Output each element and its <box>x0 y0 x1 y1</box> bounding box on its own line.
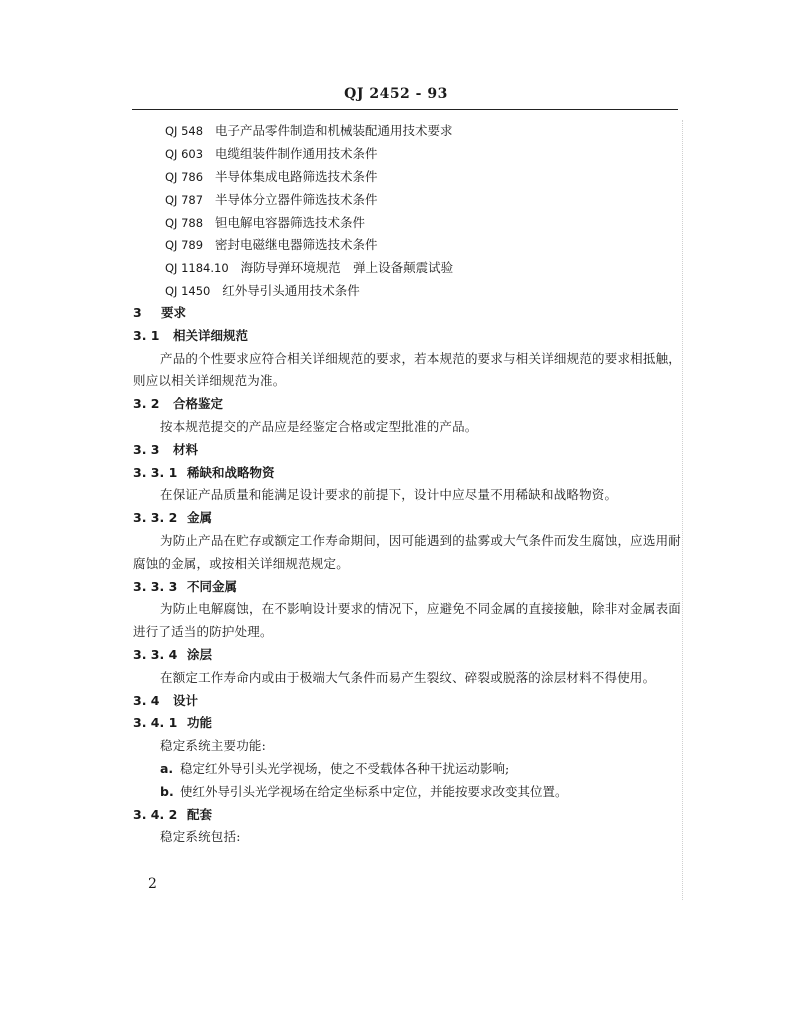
section-number: 3. 4 <box>133 692 160 708</box>
section-heading <box>133 462 681 485</box>
section-title: 设计 <box>173 692 199 708</box>
paragraph: 在额定工作寿命内或由于极端大气条件而易产生裂纹、碎裂或脱落的涂层材料不得使用。 <box>160 669 656 685</box>
header-rule <box>132 109 678 110</box>
reference-title: 半导体分立器件筛选技术条件 <box>214 191 378 207</box>
section-title: 合格鉴定 <box>173 396 224 412</box>
section-title: 材料 <box>173 441 199 457</box>
list-item <box>133 758 681 781</box>
reference-item <box>165 143 453 166</box>
section-number: 3. 3. 3 <box>133 578 178 594</box>
reference-item <box>165 280 453 303</box>
section-heading <box>133 712 681 735</box>
section-number: 3. 3 <box>133 441 160 457</box>
section-title: 涂层 <box>187 646 213 662</box>
paragraph: 在保证产品质量和能满足设计要求的前提下，设计中应尽量不用稀缺和战略物资。 <box>160 487 618 503</box>
requirements-section <box>133 302 681 849</box>
page-number: 2 <box>148 876 157 892</box>
section-title: 配套 <box>187 806 213 822</box>
section-number: 3. 4. 1 <box>133 715 178 731</box>
section-number: 3. 2 <box>133 396 160 412</box>
reference-code: QJ 789 <box>165 238 204 253</box>
reference-item <box>165 212 453 235</box>
section-title: 金属 <box>187 510 213 526</box>
paragraph: 为防止电解腐蚀，在不影响设计要求的情况下，应避免不同金属的直接接触，除非对金属表面进行了适当的防护处理。 <box>133 601 681 640</box>
section-title: 相关详细规范 <box>173 327 249 343</box>
section-heading <box>133 576 681 599</box>
reference-code: QJ 786 <box>165 169 204 184</box>
reference-list <box>165 120 453 303</box>
section-heading <box>133 644 681 667</box>
section-title: 要求 <box>161 305 187 320</box>
section-number: 3 <box>133 305 142 320</box>
scan-edge-line <box>682 120 683 900</box>
list-marker: a. <box>160 760 174 776</box>
paragraph: 稳定系统包括: <box>160 829 241 845</box>
section-number: 3. 3. 4 <box>133 646 178 662</box>
reference-title: 海防导弹环境规范 弹上设备颠震试验 <box>240 260 454 276</box>
list-marker: b. <box>160 783 174 799</box>
section-heading <box>133 302 681 325</box>
section-heading <box>133 507 681 530</box>
reference-title: 红外导引头通用技术条件 <box>222 283 360 299</box>
section-title: 功能 <box>187 715 213 731</box>
reference-item <box>165 257 453 280</box>
section-number: 3. 3. 2 <box>133 510 178 526</box>
reference-code: QJ 787 <box>165 192 204 207</box>
section-number: 3. 1 <box>133 327 160 343</box>
reference-item <box>165 234 453 257</box>
reference-title: 电缆组装件制作通用技术条件 <box>214 145 378 161</box>
paragraph: 稳定系统主要功能: <box>160 738 267 754</box>
reference-title: 半导体集成电路筛选技术条件 <box>214 168 378 184</box>
list-item-text: 稳定红外导引头光学视场，使之不受载体各种干扰运动影响; <box>180 760 510 776</box>
section-number: 3. 4. 2 <box>133 806 178 822</box>
reference-code: QJ 603 <box>165 146 204 161</box>
section-title: 稀缺和战略物资 <box>187 464 275 480</box>
section-heading <box>133 325 681 348</box>
list-item <box>133 781 681 804</box>
reference-item <box>165 189 453 212</box>
reference-title: 钽电解电容器筛选技术条件 <box>214 214 365 230</box>
section-heading <box>133 804 681 827</box>
section-heading <box>133 393 681 416</box>
reference-code: QJ 788 <box>165 215 204 230</box>
reference-title: 密封电磁继电器筛选技术条件 <box>214 237 378 253</box>
section-heading <box>133 439 681 462</box>
reference-code: QJ 1184.10 <box>165 261 229 276</box>
list-item-text: 使红外导引头光学视场在给定坐标系中定位，并能按要求改变其位置。 <box>180 783 568 799</box>
reference-code: QJ 548 <box>165 124 204 138</box>
paragraph: 按本规范提交的产品应是经鉴定合格或定型批准的产品。 <box>160 418 478 434</box>
standard-number: QJ 2452 - 93 <box>344 86 448 102</box>
paragraph: 产品的个性要求应符合相关详细规范的要求，若本规范的要求与相关详细规范的要求相抵触，则应以相关详细规范为准。 <box>133 350 681 389</box>
section-heading <box>133 690 681 713</box>
reference-item <box>165 120 453 143</box>
reference-title: 电子产品零件制造和机械装配通用技术要求 <box>214 123 453 138</box>
section-number: 3. 3. 1 <box>133 464 178 480</box>
reference-item <box>165 166 453 189</box>
section-title: 不同金属 <box>187 578 238 594</box>
reference-code: QJ 1450 <box>165 284 211 299</box>
paragraph: 为防止产品在贮存或额定工作寿命期间，因可能遇到的盐雾或大气条件而发生腐蚀，应选用耐腐蚀的金属，或按相关详细规范规定。 <box>133 532 681 571</box>
